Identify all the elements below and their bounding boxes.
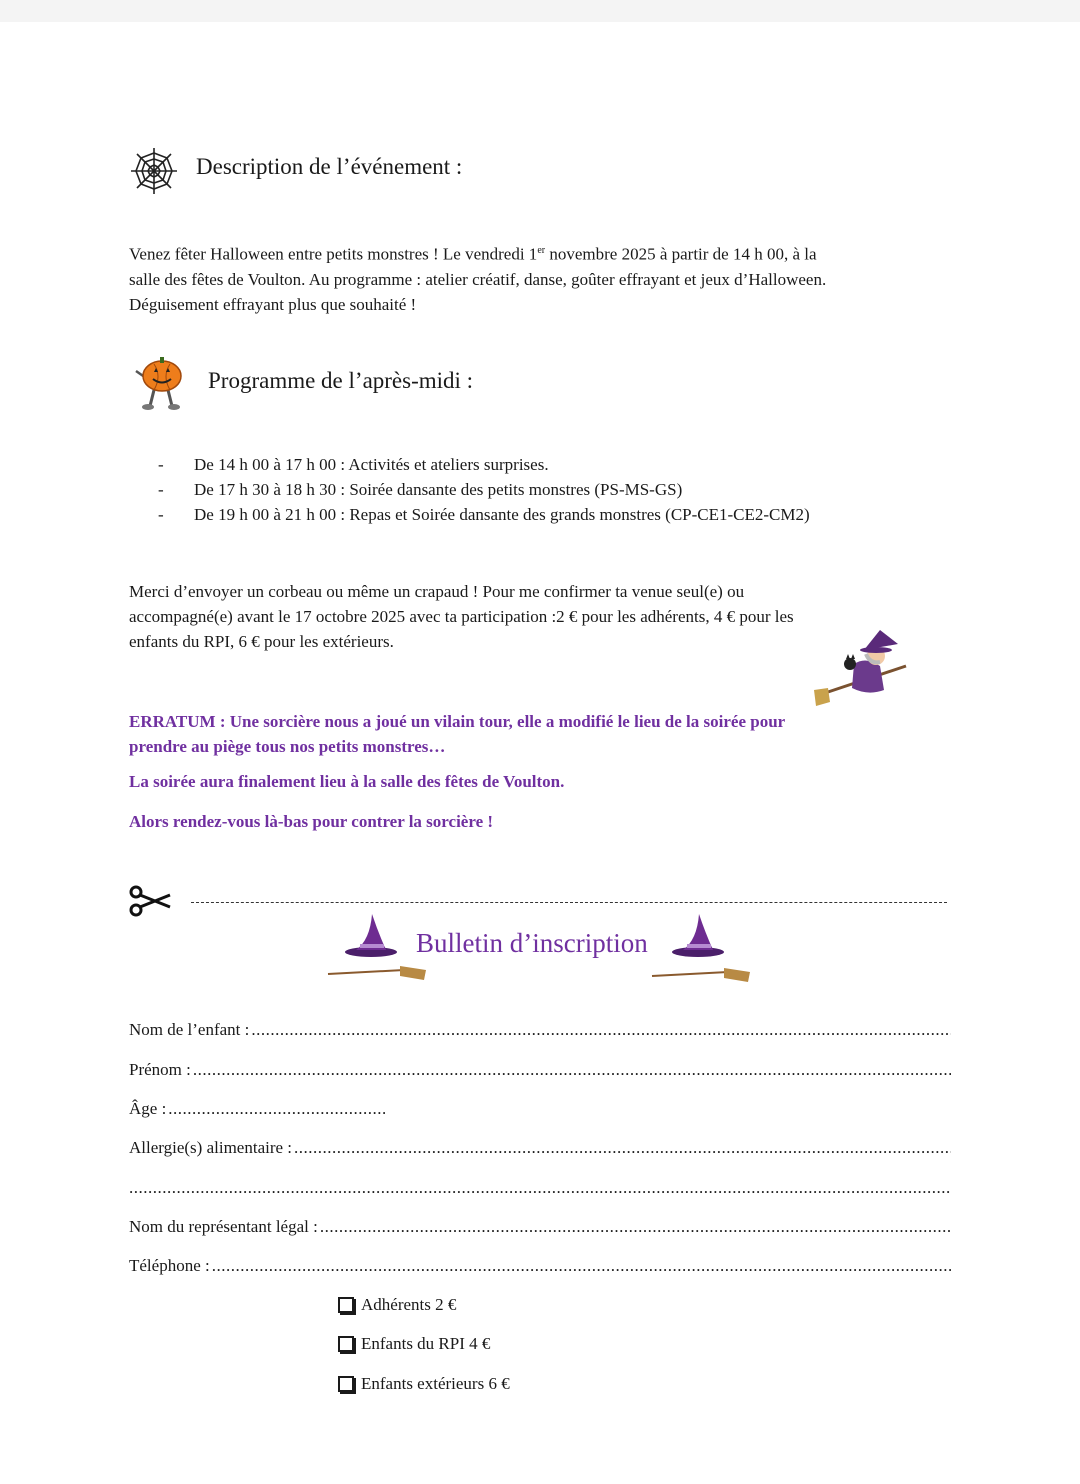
- checkbox[interactable]: [338, 1376, 354, 1392]
- programme-heading: Programme de l’après-midi :: [208, 368, 474, 393]
- confirmation-text: Merci d’envoyer un corbeau ou même un crapaud ! Pour me confirmer ta venue seul(e) ou accompagné(e) avant le 17 octobre 2025 avec ta participation :2 € pour les adhérents, 4 € pour les enfants du RPI, 6 € pour les extérieurs.: [129, 582, 794, 651]
- option-rpi[interactable]: Enfants du RPI 4 €: [336, 1334, 490, 1354]
- list-item: - De 14 h 00 à 17 h 00 : Activités et ateliers surprises.: [158, 455, 549, 474]
- age-field[interactable]: Âge : .....: [129, 1099, 385, 1119]
- first-name-field[interactable]: Prénom : .....: [129, 1060, 951, 1080]
- phone-field[interactable]: Téléphone : .....: [129, 1256, 951, 1276]
- checkbox[interactable]: [338, 1336, 354, 1352]
- option-exterieurs[interactable]: Enfants extérieurs 6 €: [336, 1374, 510, 1394]
- bulletin-title: Bulletin d’inscription: [416, 928, 648, 958]
- erratum-location: La soirée aura finalement lieu à la salle des fêtes de Voulton.: [129, 772, 565, 791]
- list-item: - De 19 h 00 à 21 h 00 : Repas et Soirée dansante des grands monstres (CP-CE1-CE2-CM2): [158, 505, 810, 524]
- option-adherents[interactable]: Adhérents 2 €: [336, 1295, 456, 1315]
- description-text: Venez fêter Halloween entre petits monstres ! Le vendredi 1er novembre 2025 à partir de 14 h 00, à la salle des fêtes de Voulton. Au programme : atelier créatif, danse, goûter effrayant et jeux d’Halloween. Déguisement effrayant plus que souhaité !: [129, 244, 827, 314]
- programme-list: [158, 452, 810, 527]
- witch-hat-broom-icon: [650, 910, 754, 986]
- pumpkin-icon: [132, 354, 192, 412]
- spider-web-icon: [129, 146, 179, 196]
- scissors-icon: [128, 885, 172, 917]
- list-item: - De 17 h 30 à 18 h 30 : Soirée dansante des petits monstres (PS-MS-GS): [158, 480, 683, 499]
- guardian-name-field[interactable]: Nom du représentant légal : .....: [129, 1217, 951, 1237]
- allergies-field[interactable]: Allergie(s) alimentaire : .....: [129, 1138, 951, 1158]
- allergies-field-continued[interactable]: [129, 1178, 951, 1198]
- child-name-field[interactable]: Nom de l’enfant : .....: [129, 1020, 951, 1040]
- description-heading: Description de l’événement :: [196, 154, 463, 179]
- witch-hat-broom-icon: [326, 910, 430, 984]
- erratum-closing: Alors rendez-vous là-bas pour contrer la sorcière !: [129, 812, 494, 831]
- witch-on-broom-icon: [814, 626, 914, 708]
- top-bar: [0, 0, 1080, 22]
- cut-line: [191, 902, 947, 903]
- erratum-text: ERRATUM : Une sorcière nous a joué un vilain tour, elle a modifié le lieu de la soirée pour prendre au piège tous nos petits monstres…: [129, 712, 786, 756]
- checkbox[interactable]: [338, 1297, 354, 1313]
